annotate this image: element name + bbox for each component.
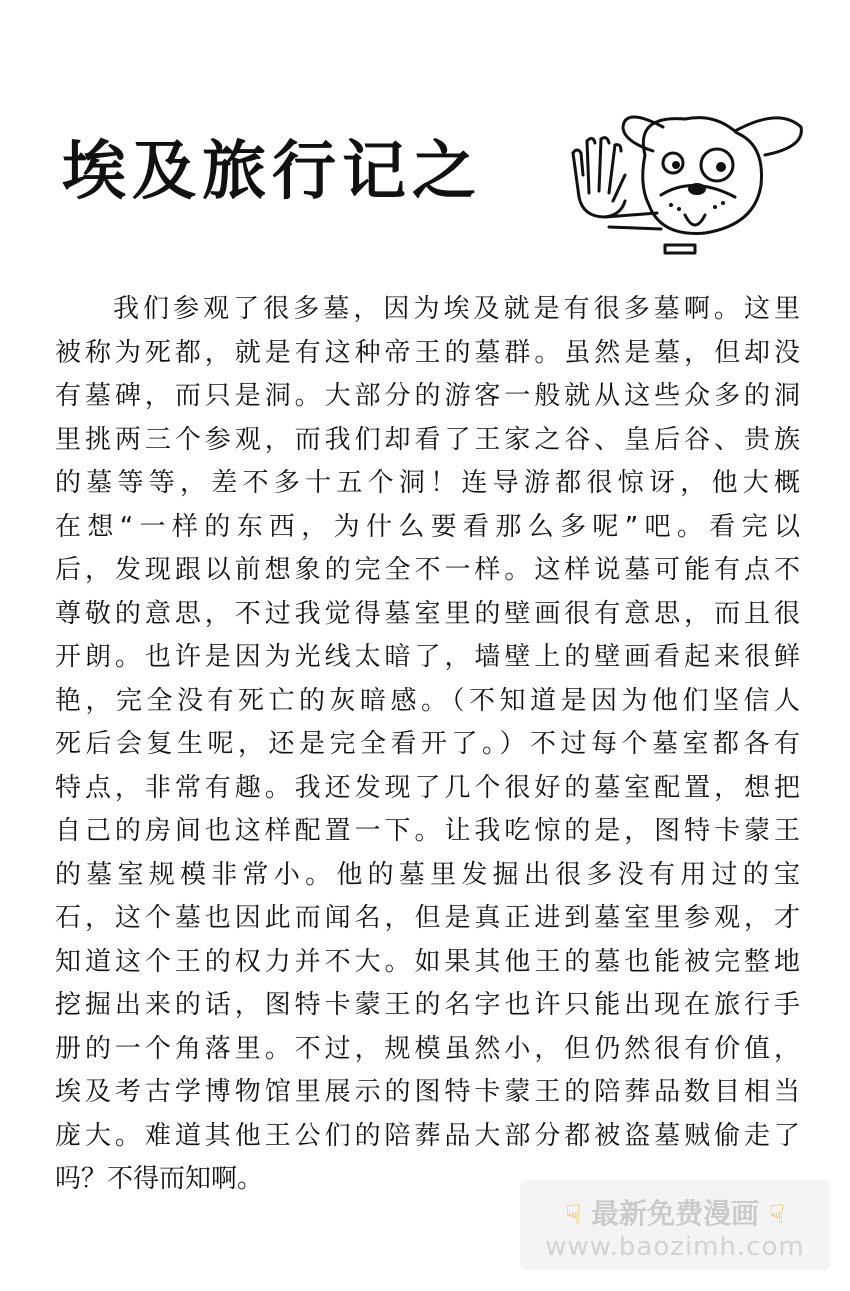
body-line: 知道这个王的权力并不大。如果其他王的墓也能被完整地 xyxy=(55,946,800,977)
pointing-down-hand-icon: ☟ xyxy=(565,1200,582,1230)
body-line: 的墓室规模非常小。他的墓里发掘出很多没有用过的宝 xyxy=(55,859,800,890)
body-line: 自己的房间也这样配置一下。让我吃惊的是，图特卡蒙王 xyxy=(55,816,800,846)
body-line: 在想“一样的东西，为什么要看那么多呢”吧。看完以 xyxy=(55,511,800,542)
body-line: 被称为死都，就是有这种帝王的墓群。虽然是墓，但却没 xyxy=(55,337,800,368)
article-body xyxy=(55,288,800,1202)
watermark-title-row xyxy=(520,1192,830,1232)
watermark-title: 最新免费漫画 xyxy=(590,1197,759,1230)
pointing-down-hand-icon: ☟ xyxy=(768,1200,785,1230)
body-line: 里挑两三个参观，而我们却看了王家之谷、皇后谷、贵族 xyxy=(55,424,800,455)
watermark-url: www.baozimh.com xyxy=(545,1232,805,1262)
body-line: 开朗。也许是因为光线太暗了，墙壁上的壁画看起来很鲜 xyxy=(55,642,800,672)
body-line: 吗？不得而知啊。 xyxy=(55,1164,264,1194)
body-line: 后，发现跟以前想象的完全不一样。这样说墓可能有点不 xyxy=(55,555,800,585)
body-line: 死后会复生呢，还是完全看开了。）不过每个墓室都各有 xyxy=(55,729,800,759)
body-line: 庞大。难道其他王公们的陪葬品大部分都被盗墓贼偷走了 xyxy=(55,1120,800,1151)
body-line: 艳，完全没有死亡的灰暗感。（不知道是因为他们坚信人 xyxy=(55,685,800,716)
body-line: 的墓等等，差不多十五个洞！连导游都很惊讶，他大概 xyxy=(55,468,800,498)
waving-dog-icon xyxy=(565,105,805,255)
body-line: 册的一个角落里。不过，规模虽然小，但仍然很有价值， xyxy=(55,1033,800,1064)
body-line: 有墓碑，而只是洞。大部分的游客一般就从这些众多的洞 xyxy=(55,381,800,411)
page-title: 埃及旅行记之 xyxy=(62,135,482,209)
body-line: 埃及考古学博物馆里展示的图特卡蒙王的陪葬品数目相当 xyxy=(55,1077,800,1107)
body-line: 石，这个墓也因此而闻名，但是真正进到墓室里参观，才 xyxy=(55,903,800,933)
body-line: 特点，非常有趣。我还发现了几个很好的墓室配置，想把 xyxy=(55,772,800,803)
body-line: 挖掘出来的话，图特卡蒙王的名字也许只能出现在旅行手 xyxy=(55,990,800,1020)
body-line: 尊敬的意思，不过我觉得墓室里的壁画很有意思，而且很 xyxy=(55,598,800,629)
body-line: 我们参观了很多墓，因为埃及就是有很多墓啊。这里 xyxy=(113,294,800,324)
watermark[interactable] xyxy=(520,1180,830,1270)
